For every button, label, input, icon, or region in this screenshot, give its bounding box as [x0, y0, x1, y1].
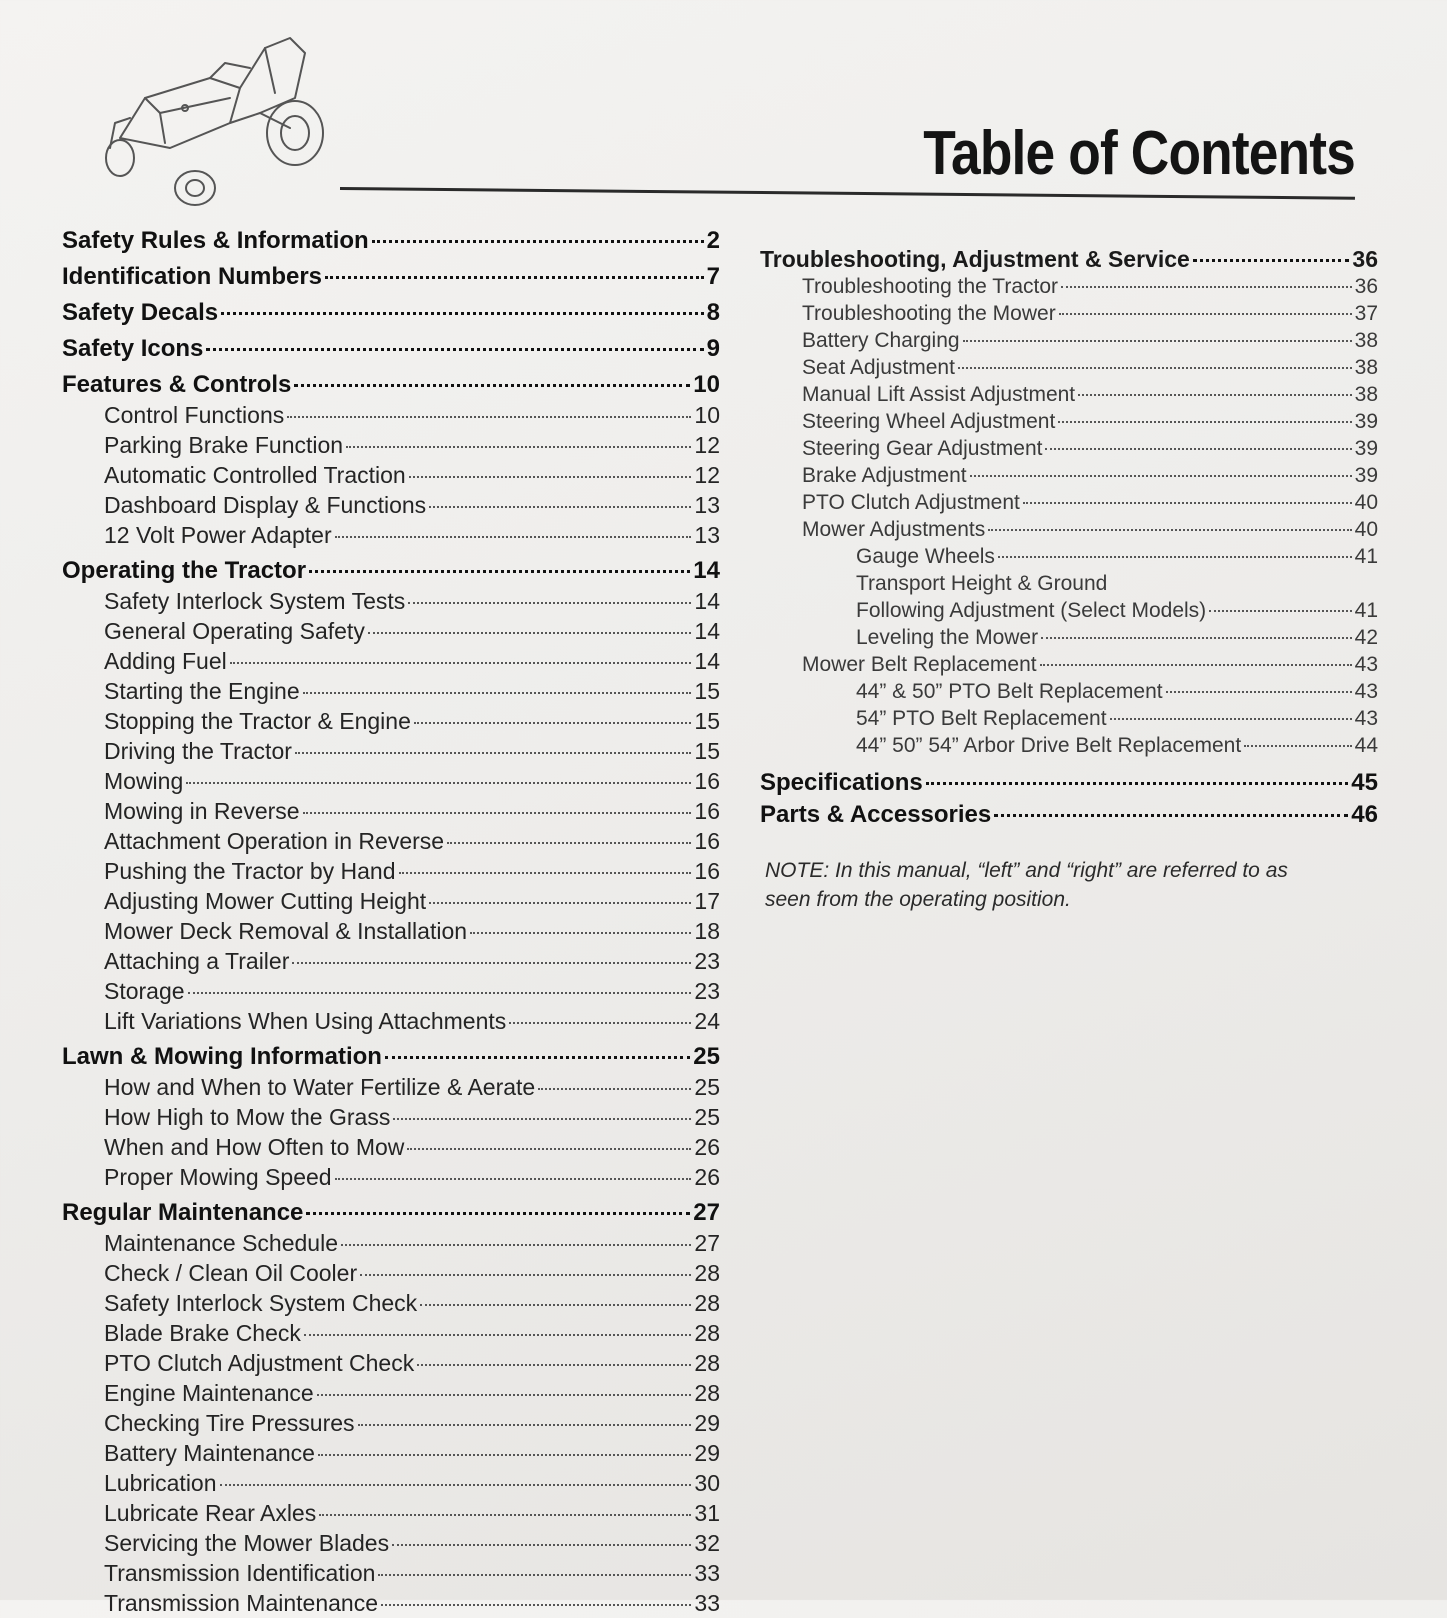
toc-entry-label: Checking Tire Pressures	[104, 1410, 355, 1436]
toc-entry-page: 43	[1354, 653, 1378, 676]
toc-entry-label: Manual Lift Assist Adjustment	[802, 383, 1076, 406]
dot-leader	[303, 812, 692, 814]
dot-leader	[294, 384, 690, 387]
toc-entry-label: PTO Clutch Adjustment	[802, 491, 1020, 514]
toc-entry	[760, 624, 1378, 651]
toc-entry-page: 33	[694, 1590, 720, 1616]
toc-entry	[62, 946, 720, 976]
toc-entry-label: Safety Interlock System Tests	[104, 588, 406, 614]
dot-leader	[303, 692, 692, 694]
toc-entry	[62, 1588, 720, 1618]
toc-entry	[62, 826, 720, 856]
toc-entry-page: 37	[1354, 302, 1378, 325]
toc-entry-page: 38	[1354, 329, 1378, 352]
dot-leader	[306, 1212, 690, 1215]
toc-entry-page: 16	[694, 798, 720, 824]
toc-entry-label: Mowing	[104, 768, 184, 794]
toc-entry	[62, 706, 720, 736]
toc-entry	[62, 1258, 720, 1288]
toc-entry-page: 9	[706, 335, 720, 362]
toc-entry	[760, 327, 1378, 354]
dot-leader	[309, 570, 690, 573]
toc-entry-page: 15	[694, 738, 720, 764]
toc-entry	[62, 766, 720, 796]
toc-entry	[760, 462, 1378, 489]
toc-entry-label: PTO Clutch Adjustment Check	[104, 1350, 415, 1376]
toc-entry	[62, 400, 720, 430]
dot-leader	[206, 348, 703, 351]
toc-entry	[62, 856, 720, 886]
toc-entry-label: Troubleshooting, Adjustment & Service	[760, 246, 1190, 272]
dot-leader	[429, 506, 691, 508]
toc-entry-label: Maintenance Schedule	[104, 1230, 338, 1256]
toc-entry	[760, 543, 1378, 570]
toc-entry-label: Engine Maintenance	[104, 1380, 314, 1406]
toc-entry-label: Lubricate Rear Axles	[104, 1500, 317, 1526]
toc-entry-label: Features & Controls	[62, 371, 292, 398]
toc-entry-page: 7	[706, 263, 720, 290]
toc-entry-page: 27	[694, 1230, 720, 1256]
toc-entry-label: Brake Adjustment	[802, 464, 967, 487]
dot-leader	[998, 556, 1352, 558]
toc-entry	[62, 1558, 720, 1588]
dot-leader	[318, 1454, 691, 1456]
dot-leader	[358, 1424, 692, 1426]
toc-right-column	[760, 246, 1378, 831]
toc-entry-page: 28	[694, 1290, 720, 1316]
toc-left-column	[62, 226, 720, 1618]
toc-entry-label: Seat Adjustment	[802, 356, 955, 379]
toc-entry	[62, 676, 720, 706]
dot-leader	[368, 632, 692, 634]
toc-entry	[62, 334, 720, 364]
toc-entry-label: Driving the Tractor	[104, 738, 292, 764]
dot-leader	[408, 602, 691, 604]
toc-entry	[62, 1348, 720, 1378]
toc-entry	[760, 435, 1378, 462]
toc-entry-label: Stopping the Tractor & Engine	[104, 708, 411, 734]
toc-entry-page: 45	[1351, 769, 1378, 796]
toc-entry-page: 16	[694, 858, 720, 884]
toc-entry-page: 14	[694, 618, 720, 644]
toc-entry-page: 12	[694, 432, 720, 458]
toc-entry-page: 29	[694, 1440, 720, 1466]
toc-entry-label: Battery Maintenance	[104, 1440, 315, 1466]
toc-entry-page: 41	[1354, 599, 1378, 622]
toc-entry	[62, 646, 720, 676]
toc-entry	[62, 916, 720, 946]
toc-entry	[62, 976, 720, 1006]
toc-entry-label: Gauge Wheels	[856, 545, 995, 568]
toc-entry-label: Parts & Accessories	[760, 801, 992, 828]
toc-entry-page: 28	[694, 1320, 720, 1346]
toc-entry	[62, 1132, 720, 1162]
dot-leader	[304, 1334, 692, 1336]
toc-entry-label: Mower Adjustments	[802, 518, 986, 541]
dot-leader	[1061, 286, 1352, 288]
toc-entry-label: Attaching a Trailer	[104, 948, 290, 974]
dot-leader	[429, 902, 691, 904]
toc-entry-page: 13	[694, 522, 720, 548]
toc-entry-label: Mowing in Reverse	[104, 798, 300, 824]
toc-entry-label: Steering Gear Adjustment	[802, 437, 1043, 460]
toc-entry-page: 28	[694, 1260, 720, 1286]
toc-entry	[62, 616, 720, 646]
dot-leader	[414, 722, 692, 724]
toc-entry	[62, 1102, 720, 1132]
toc-entry	[62, 1042, 720, 1072]
toc-entry	[760, 300, 1378, 327]
toc-entry	[62, 262, 720, 292]
toc-entry	[62, 1468, 720, 1498]
toc-entry	[62, 520, 720, 550]
dot-leader	[407, 1148, 691, 1150]
toc-entry-page: 40	[1354, 518, 1378, 541]
dot-leader	[447, 842, 691, 844]
dot-leader	[335, 1178, 692, 1180]
toc-entry-page: 23	[694, 978, 720, 1004]
toc-entry-page: 14	[694, 588, 720, 614]
toc-entry-label: Safety Icons	[62, 335, 204, 362]
toc-entry	[760, 381, 1378, 408]
dot-leader	[393, 1118, 691, 1120]
toc-entry	[62, 1378, 720, 1408]
toc-entry	[62, 1528, 720, 1558]
dot-leader	[221, 312, 704, 315]
toc-entry-page: 18	[694, 918, 720, 944]
toc-entry-label: General Operating Safety	[104, 618, 365, 644]
toc-entry-page: 15	[694, 678, 720, 704]
dot-leader	[470, 932, 691, 934]
dot-leader	[287, 416, 691, 418]
toc-entry-label: Mower Deck Removal & Installation	[104, 918, 468, 944]
note-line-1: NOTE: In this manual, “left” and “right” are referred to as	[765, 859, 1288, 882]
toc-entry-page: 39	[1354, 437, 1378, 460]
toc-entry-page: 28	[694, 1380, 720, 1406]
dot-leader	[1059, 313, 1352, 315]
toc-entry	[760, 732, 1378, 759]
dot-leader	[360, 1274, 691, 1276]
dot-leader	[509, 1022, 691, 1024]
toc-entry-label: When and How Often to Mow	[104, 1134, 405, 1160]
toc-entry-label: Dashboard Display & Functions	[104, 492, 427, 518]
toc-entry-label: Troubleshooting the Tractor	[802, 275, 1059, 298]
toc-entry	[62, 1198, 720, 1228]
toc-entry-label: Safety Decals	[62, 299, 219, 326]
toc-entry	[760, 705, 1378, 732]
toc-entry	[62, 556, 720, 586]
toc-entry-label: Steering Wheel Adjustment	[802, 410, 1056, 433]
dot-leader	[372, 240, 704, 243]
dot-leader	[417, 1364, 691, 1366]
toc-entry	[62, 586, 720, 616]
toc-entry-page: 44	[1354, 734, 1378, 757]
toc-entry-label: Transport Height & Ground	[856, 572, 1108, 595]
toc-entry-label: Control Functions	[104, 402, 285, 428]
toc-entry-label: 12 Volt Power Adapter	[104, 522, 332, 548]
toc-entry	[760, 408, 1378, 435]
toc-entry	[62, 1072, 720, 1102]
toc-entry-label: Following Adjustment (Select Models)	[856, 599, 1207, 622]
toc-entry-page: 23	[694, 948, 720, 974]
toc-entry-page: 26	[694, 1164, 720, 1190]
toc-entry-label: Operating the Tractor	[62, 557, 307, 584]
dot-leader	[1041, 637, 1352, 639]
toc-entry-label: Safety Rules & Information	[62, 227, 369, 254]
toc-entry	[62, 1438, 720, 1468]
toc-entry-page: 13	[694, 492, 720, 518]
toc-entry-page: 39	[1354, 464, 1378, 487]
dot-leader	[319, 1514, 691, 1516]
toc-entry-label: Leveling the Mower	[856, 626, 1039, 649]
dot-leader	[1058, 421, 1351, 423]
toc-entry-label: Transmission Maintenance	[104, 1590, 378, 1616]
dot-leader	[220, 1484, 692, 1486]
toc-entry-label: Parking Brake Function	[104, 432, 344, 458]
toc-entry-page: 25	[694, 1104, 720, 1130]
toc-entry	[760, 570, 1378, 597]
toc-entry-label: Adjusting Mower Cutting Height	[104, 888, 427, 914]
toc-entry	[760, 678, 1378, 705]
toc-entry	[62, 1162, 720, 1192]
toc-entry-label: Automatic Controlled Traction	[104, 462, 406, 488]
dot-leader	[230, 662, 692, 664]
toc-entry-page: 33	[694, 1560, 720, 1586]
dot-leader	[1078, 394, 1352, 396]
note-text	[765, 856, 1385, 914]
toc-entry-label: How High to Mow the Grass	[104, 1104, 391, 1130]
toc-entry	[62, 460, 720, 490]
toc-entry	[62, 430, 720, 460]
toc-entry	[62, 886, 720, 916]
lawn-tractor-icon	[90, 18, 340, 218]
toc-entry	[62, 226, 720, 256]
toc-entry-label: Identification Numbers	[62, 263, 323, 290]
toc-entry-page: 17	[694, 888, 720, 914]
toc-entry-label: Pushing the Tractor by Hand	[104, 858, 396, 884]
toc-entry-page: 46	[1351, 801, 1378, 828]
toc-entry-page: 43	[1354, 680, 1378, 703]
dot-leader	[295, 752, 692, 754]
toc-entry-page: 30	[694, 1470, 720, 1496]
dot-leader	[970, 475, 1352, 477]
dot-leader	[346, 446, 691, 448]
dot-leader	[341, 1244, 691, 1246]
dot-leader	[1193, 259, 1350, 262]
toc-entry-page: 36	[1354, 275, 1378, 298]
dot-leader	[538, 1088, 691, 1090]
toc-entry-page: 40	[1354, 491, 1378, 514]
toc-entry	[760, 767, 1378, 799]
toc-entry-label: Proper Mowing Speed	[104, 1164, 332, 1190]
toc-entry-page: 8	[706, 299, 720, 326]
toc-entry-page: 32	[694, 1530, 720, 1556]
dot-leader	[381, 1604, 691, 1606]
toc-entry-label: 44” & 50” PTO Belt Replacement	[856, 680, 1163, 703]
dot-leader	[1166, 691, 1352, 693]
dot-leader	[1023, 502, 1352, 504]
dot-leader	[994, 814, 1348, 817]
toc-entry-label: How and When to Water Fertilize & Aerate	[104, 1074, 536, 1100]
toc-entry-label: Starting the Engine	[104, 678, 300, 704]
dot-leader	[292, 962, 691, 964]
toc-entry-label: Lubrication	[104, 1470, 217, 1496]
toc-entry-label: Attachment Operation in Reverse	[104, 828, 445, 854]
toc-entry	[62, 1288, 720, 1318]
dot-leader	[958, 367, 1352, 369]
toc-entry-page: 14	[694, 648, 720, 674]
toc-entry-page: 38	[1354, 383, 1378, 406]
toc-entry-label: Adding Fuel	[104, 648, 227, 674]
toc-entry	[62, 796, 720, 826]
toc-entry-label: 54” PTO Belt Replacement	[856, 707, 1107, 730]
dot-leader	[420, 1304, 691, 1306]
dot-leader	[399, 872, 692, 874]
toc-entry-page: 16	[694, 768, 720, 794]
toc-entry-page: 38	[1354, 356, 1378, 379]
page-title: Table of Contents	[923, 119, 1355, 188]
dot-leader	[1209, 610, 1351, 612]
toc-entry-label: Lawn & Mowing Information	[62, 1043, 382, 1070]
toc-entry-label: Troubleshooting the Mower	[802, 302, 1056, 325]
toc-entry-page: 10	[694, 402, 720, 428]
toc-entry-label: Transmission Identification	[104, 1560, 376, 1586]
toc-entry	[760, 799, 1378, 831]
toc-entry-label: Blade Brake Check	[104, 1320, 301, 1346]
toc-entry	[62, 370, 720, 400]
toc-entry-page: 36	[1352, 246, 1378, 272]
toc-entry-page: 15	[694, 708, 720, 734]
toc-entry-label: Regular Maintenance	[62, 1199, 304, 1226]
toc-entry-page: 10	[693, 371, 720, 398]
dot-leader	[1244, 745, 1351, 747]
toc-entry	[760, 273, 1378, 300]
dot-leader	[378, 1574, 691, 1576]
note-line-2: seen from the operating position.	[765, 888, 1071, 911]
dot-leader	[392, 1544, 691, 1546]
toc-entry-page: 12	[694, 462, 720, 488]
dot-leader	[186, 782, 691, 784]
dot-leader	[335, 536, 692, 538]
toc-entry-page: 43	[1354, 707, 1378, 730]
toc-entry-label: Storage	[104, 978, 185, 1004]
toc-entry	[760, 489, 1378, 516]
toc-entry-page: 29	[694, 1410, 720, 1436]
toc-entry-page: 39	[1354, 410, 1378, 433]
toc-entry-page: 16	[694, 828, 720, 854]
toc-entry	[62, 1318, 720, 1348]
dot-leader	[325, 276, 704, 279]
toc-entry-label: Safety Interlock System Check	[104, 1290, 418, 1316]
toc-entry-page: 27	[693, 1199, 720, 1226]
toc-entry	[62, 1228, 720, 1258]
dot-leader	[1040, 664, 1352, 666]
dot-leader	[317, 1394, 692, 1396]
toc-entry	[62, 298, 720, 328]
dot-leader	[988, 529, 1351, 531]
dot-leader	[926, 782, 1349, 785]
toc-entry	[760, 246, 1378, 273]
toc-entry	[62, 1006, 720, 1036]
toc-entry	[760, 651, 1378, 678]
toc-entry-page: 28	[694, 1350, 720, 1376]
toc-entry-page: 41	[1354, 545, 1378, 568]
toc-entry-label: Servicing the Mower Blades	[104, 1530, 390, 1556]
toc-entry-page: 26	[694, 1134, 720, 1160]
toc-entry-label: Battery Charging	[802, 329, 960, 352]
dot-leader	[409, 476, 692, 478]
toc-entry-page: 25	[694, 1074, 720, 1100]
toc-entry-page: 24	[694, 1008, 720, 1034]
toc-entry	[62, 736, 720, 766]
toc-entry-label: Check / Clean Oil Cooler	[104, 1260, 358, 1286]
dot-leader	[1045, 448, 1351, 450]
toc-entry-page: 14	[693, 557, 720, 584]
toc-entry	[760, 597, 1378, 624]
toc-entry-label: Lift Variations When Using Attachments	[104, 1008, 507, 1034]
dot-leader	[188, 992, 692, 994]
toc-entry-page: 2	[706, 227, 720, 254]
toc-entry-page: 31	[694, 1500, 720, 1526]
toc-entry	[760, 354, 1378, 381]
dot-leader	[385, 1056, 690, 1059]
toc-entry-label: Mower Belt Replacement	[802, 653, 1037, 676]
toc-entry-label: Specifications	[760, 769, 923, 796]
toc-entry-page: 42	[1354, 626, 1378, 649]
toc-entry	[62, 490, 720, 520]
toc-entry	[62, 1498, 720, 1528]
dot-leader	[963, 340, 1352, 342]
toc-entry	[62, 1408, 720, 1438]
dot-leader	[1110, 718, 1352, 720]
toc-entry-page: 25	[693, 1043, 720, 1070]
toc-entry	[760, 516, 1378, 543]
toc-entry-label: 44” 50” 54” Arbor Drive Belt Replacement	[856, 734, 1242, 757]
